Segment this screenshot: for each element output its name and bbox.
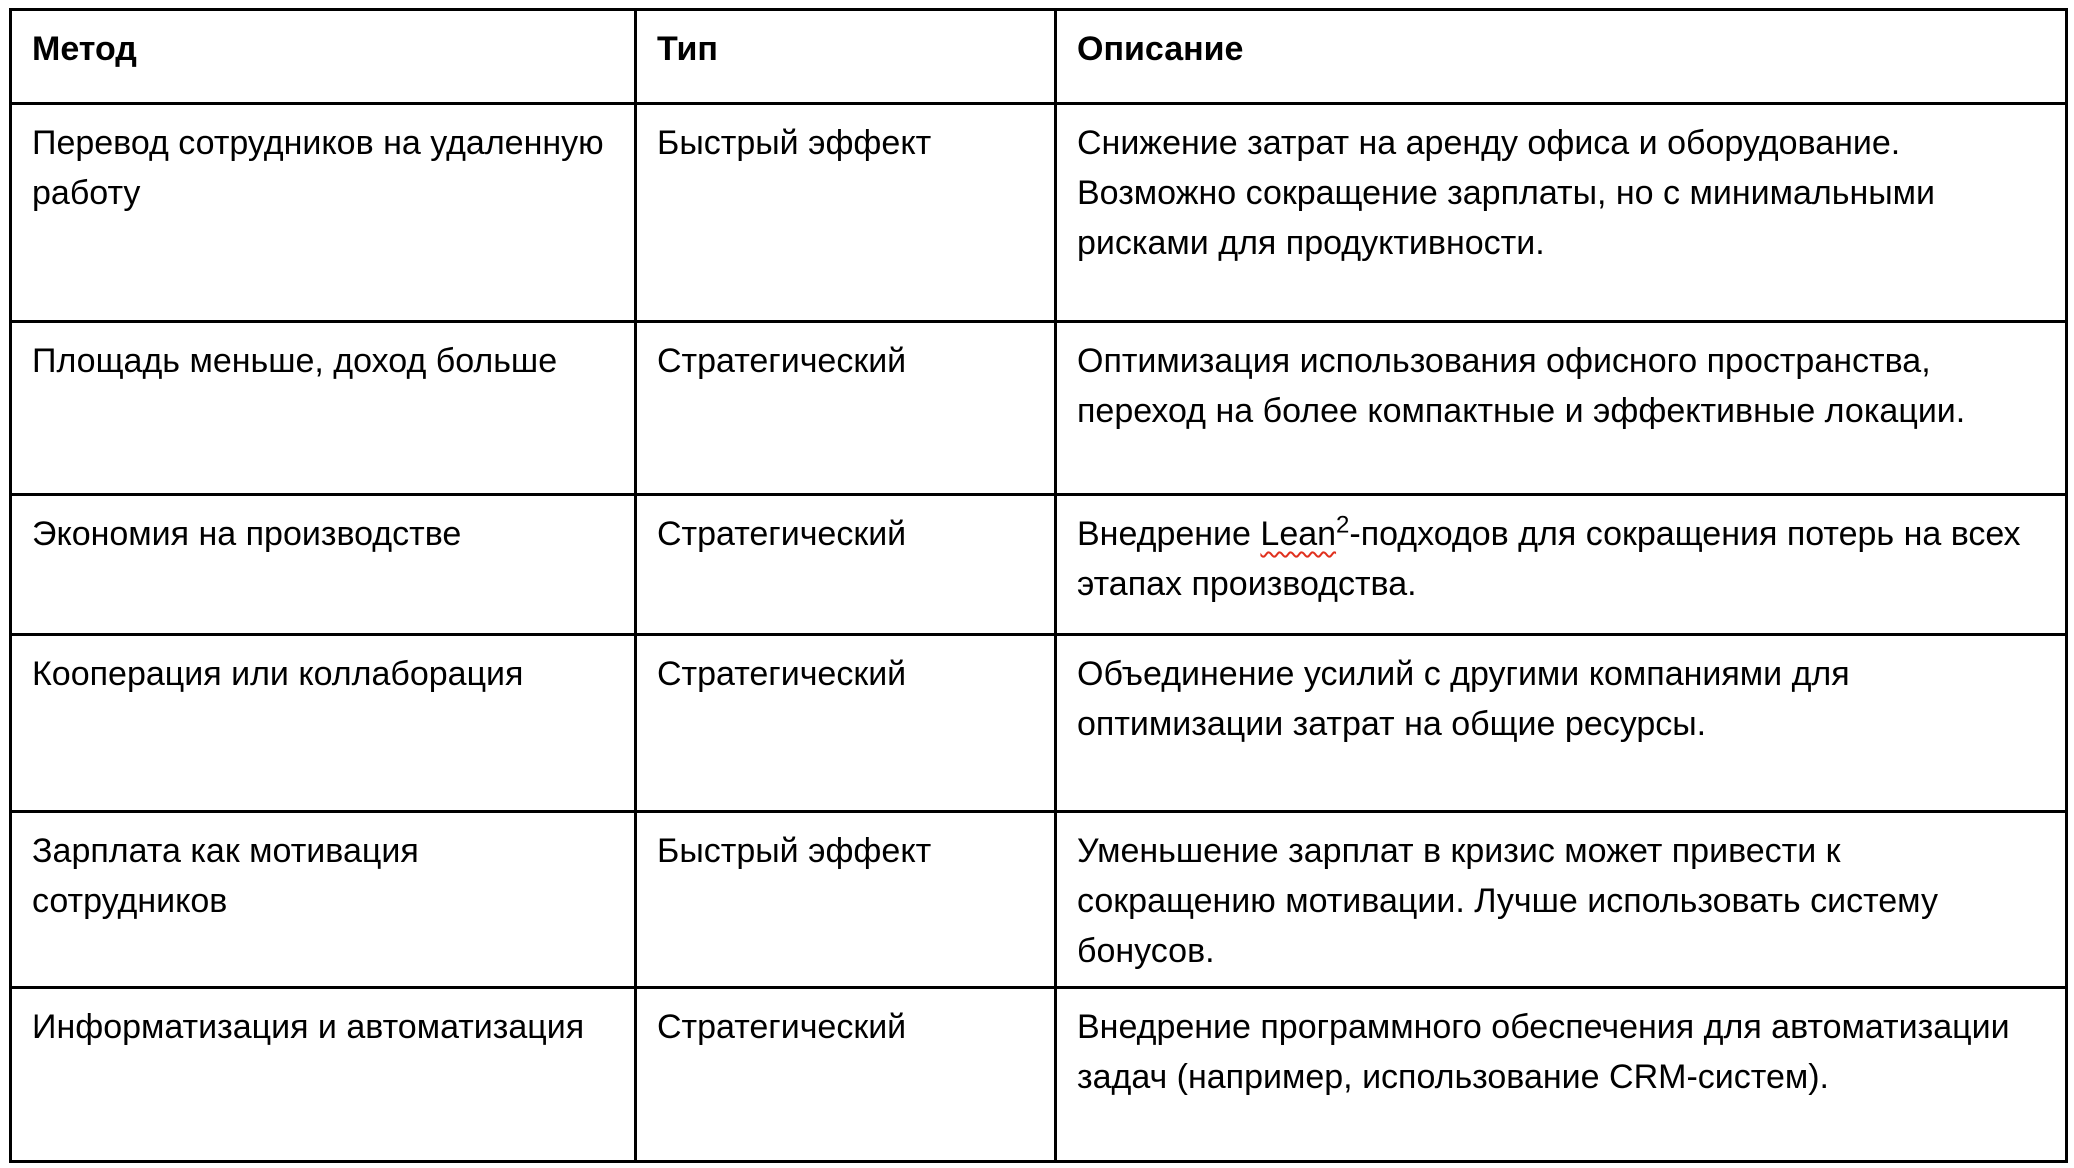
table-row bbox=[11, 495, 2067, 635]
method-cell[interactable]: Информатизация и автоматизация bbox=[11, 988, 636, 1162]
column-header-method[interactable]: Метод bbox=[11, 10, 636, 104]
footnote-reference[interactable]: 2 bbox=[1336, 511, 1350, 539]
method-cell[interactable]: Перевод сотрудников на удаленную работу bbox=[11, 104, 636, 322]
column-header-description[interactable]: Описание bbox=[1056, 10, 2067, 104]
type-cell[interactable]: Быстрый эффект bbox=[636, 812, 1056, 988]
type-cell[interactable]: Стратегический bbox=[636, 635, 1056, 812]
spellchecked-word[interactable]: Lean bbox=[1260, 515, 1337, 553]
table-row bbox=[11, 104, 2067, 322]
method-cell[interactable]: Экономия на производстве bbox=[11, 495, 636, 635]
table-header-row bbox=[11, 10, 2067, 104]
method-cell[interactable]: Зарплата как мотивация сотрудников bbox=[11, 812, 636, 988]
methods-table bbox=[9, 8, 2068, 1163]
type-cell[interactable]: Стратегический bbox=[636, 495, 1056, 635]
column-header-type[interactable]: Тип bbox=[636, 10, 1056, 104]
description-text: -подходов для сокращения потерь на всех этапах производства. bbox=[1077, 515, 2021, 603]
type-cell[interactable]: Стратегический bbox=[636, 322, 1056, 495]
table-row bbox=[11, 635, 2067, 812]
table-row bbox=[11, 322, 2067, 495]
method-cell[interactable]: Кооперация или коллаборация bbox=[11, 635, 636, 812]
type-cell[interactable]: Быстрый эффект bbox=[636, 104, 1056, 322]
type-cell[interactable]: Стратегический bbox=[636, 988, 1056, 1162]
description-cell[interactable]: Уменьшение зарплат в кризис может привести к сокращению мотивации. Лучше использовать систему бонусов. bbox=[1056, 812, 2067, 988]
table-row bbox=[11, 812, 2067, 988]
table-row bbox=[11, 988, 2067, 1162]
method-cell[interactable]: Площадь меньше, доход больше bbox=[11, 322, 636, 495]
description-cell[interactable]: Внедрение программного обеспечения для автоматизации задач (например, использование CRM-систем). bbox=[1056, 988, 2067, 1162]
description-cell[interactable]: Снижение затрат на аренду офиса и оборудование. Возможно сокращение зарплаты, но с минимальными рисками для продуктивности. bbox=[1056, 104, 2067, 322]
description-text: Внедрение bbox=[1077, 515, 1261, 553]
description-cell[interactable] bbox=[1056, 495, 2067, 635]
description-cell[interactable]: Объединение усилий с другими компаниями для оптимизации затрат на общие ресурсы. bbox=[1056, 635, 2067, 812]
description-cell[interactable]: Оптимизация использования офисного пространства, переход на более компактные и эффективные локации. bbox=[1056, 322, 2067, 495]
